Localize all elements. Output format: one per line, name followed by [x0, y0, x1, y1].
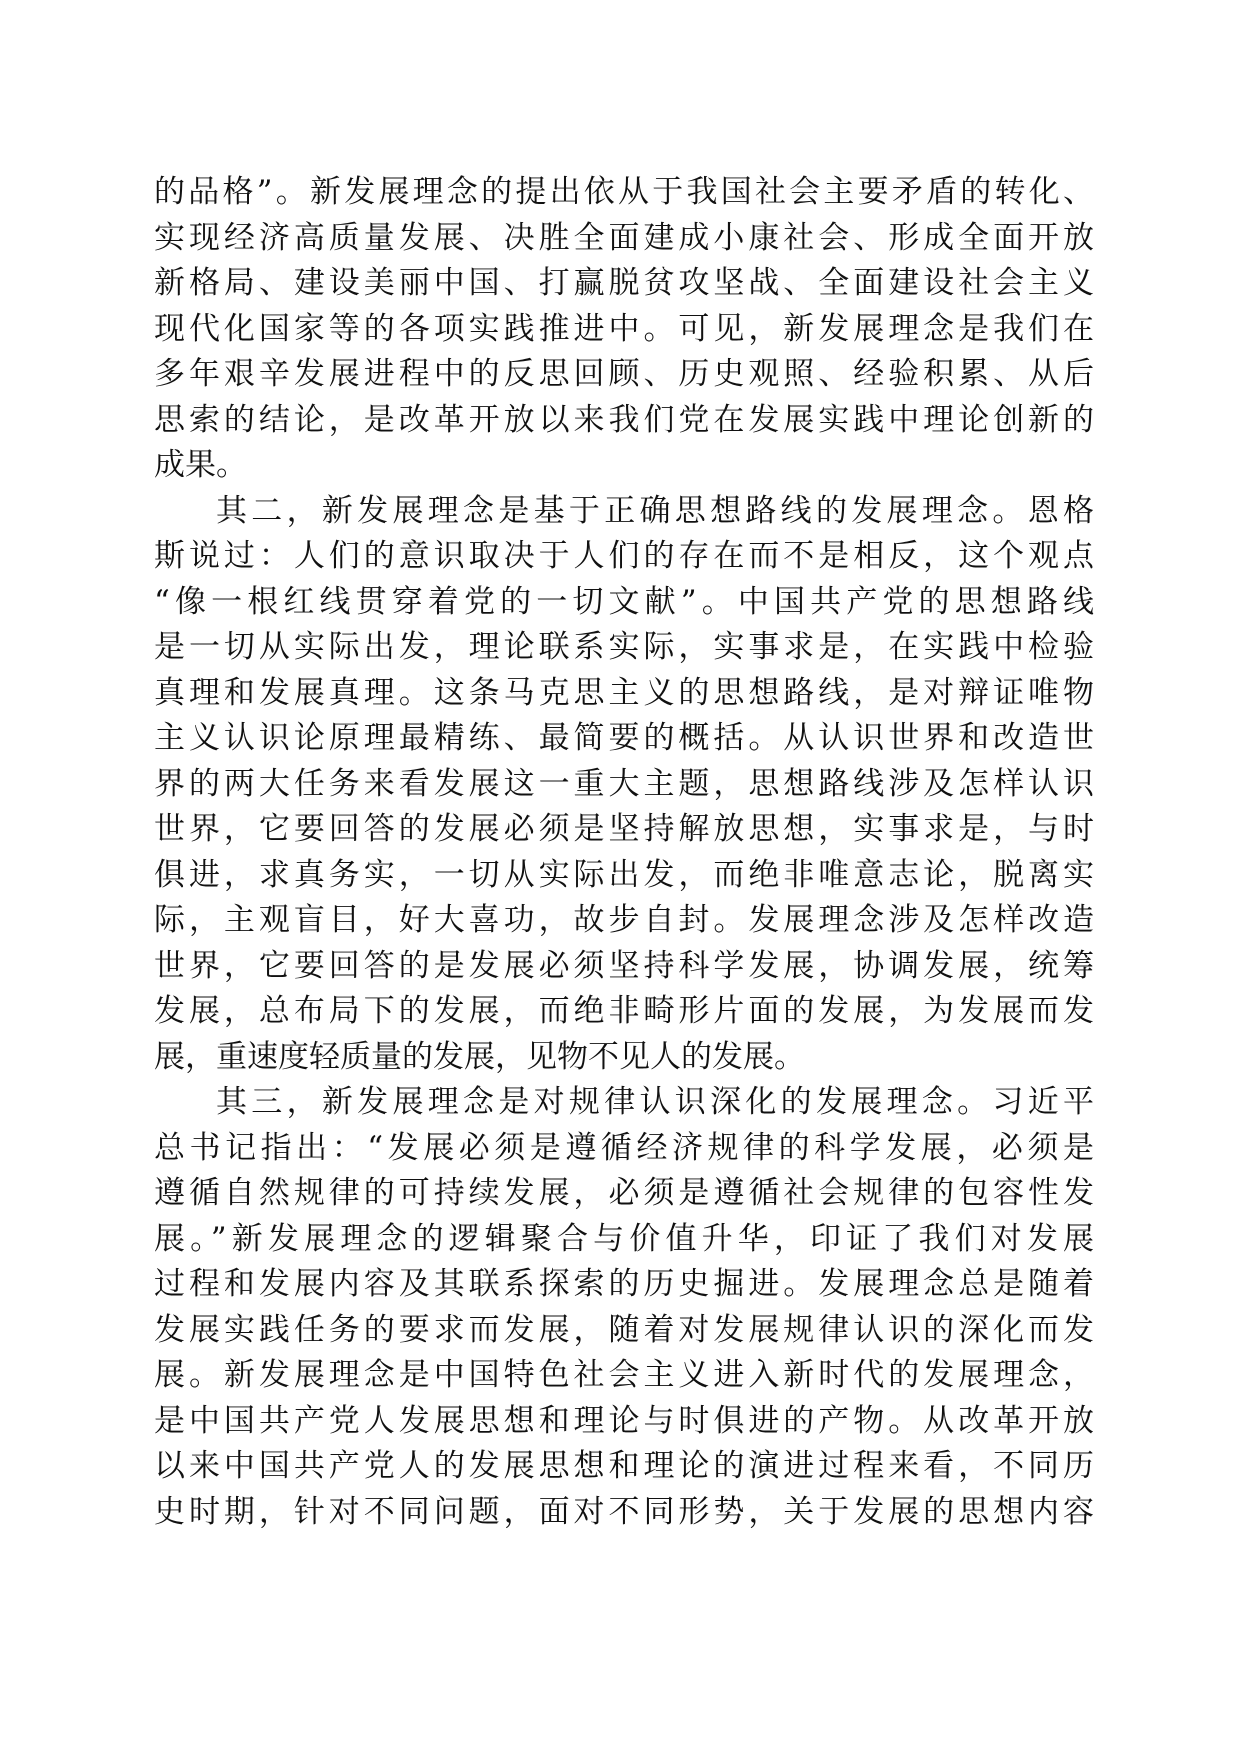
text-line: 实现经济高质量发展、决胜全面建成小康社会、形成全面开放 [154, 219, 1094, 256]
text-line: 世界，它要回答的发展必须是坚持解放思想，实事求是，与时 [154, 811, 1094, 847]
text-line: 展，重速度轻质量的发展，见物不见人的发展。 [154, 1038, 805, 1075]
text-line: 史时期，针对不同问题，面对不同形势，关于发展的思想内容 [154, 1493, 1094, 1530]
text-line: 其二，新发展理念是基于正确思想路线的发展理念。恩格 [216, 492, 1094, 529]
text-line: 世界，它要回答的是发展必须坚持科学发展，协调发展，统筹 [154, 947, 1094, 984]
text-line: “像一根红线贯穿着党的一切文献”。中国共产党的思想路线 [154, 583, 1094, 620]
text-line: 新格局、建设美丽中国、打赢脱贫攻坚战、全面建设社会主义 [154, 265, 1094, 301]
text-line: 展。”新发展理念的逻辑聚合与价值升华，印证了我们对发展 [154, 1220, 1094, 1257]
text-line: 其三，新发展理念是对规律认识深化的发展理念。习近平 [216, 1084, 1094, 1120]
text-line: 发展，总布局下的发展，而绝非畸形片面的发展，为发展而发 [154, 993, 1094, 1029]
text-line: 是一切从实际出发，理论联系实际，实事求是，在实践中检验 [154, 629, 1094, 665]
text-line: 现代化国家等的各项实践推进中。可见，新发展理念是我们在 [154, 310, 1094, 347]
text-line: 真理和发展真理。这条马克思主义的思想路线，是对辩证唯物 [154, 674, 1094, 711]
text-line: 发展实践任务的要求而发展，随着对发展规律认识的深化而发 [154, 1311, 1094, 1348]
text-line: 遵循自然规律的可持续发展，必须是遵循社会规律的包容性发 [154, 1175, 1094, 1211]
text-line: 多年艰辛发展进程中的反思回顾、历史观照、经验积累、从后 [154, 356, 1094, 392]
text-line: 界的两大任务来看发展这一重大主题，思想路线涉及怎样认识 [154, 765, 1094, 802]
text-line: 俱进，求真务实，一切从实际出发，而绝非唯意志论，脱离实 [154, 856, 1094, 893]
text-line: 是中国共产党人发展思想和理论与时俱进的产物。从改革开放 [154, 1402, 1094, 1439]
text-line: 思索的结论，是改革开放以来我们党在发展实践中理论创新的 [154, 401, 1094, 438]
body-text [154, 170, 1094, 1535]
text-line: 总书记指出：“发展必须是遵循经济规律的科学发展，必须是 [154, 1129, 1094, 1166]
text-line: 际，主观盲目，好大喜功，故步自封。发展理念涉及怎样改造 [154, 902, 1094, 938]
text-line: 斯说过：人们的意识取决于人们的存在而不是相反，这个观点 [154, 538, 1094, 574]
text-line: 过程和发展内容及其联系探索的历史掘进。发展理念总是随着 [154, 1266, 1094, 1302]
text-line: 成果。 [154, 447, 247, 483]
text-line: 的品格”。新发展理念的提出依从于我国社会主要矛盾的转化、 [154, 174, 1094, 210]
text-line: 展。新发展理念是中国特色社会主义进入新时代的发展理念， [154, 1357, 1094, 1393]
text-line: 以来中国共产党人的发展思想和理论的演进过程来看，不同历 [154, 1448, 1094, 1484]
text-line: 主义认识论原理最精练、最简要的概括。从认识世界和改造世 [154, 720, 1094, 756]
